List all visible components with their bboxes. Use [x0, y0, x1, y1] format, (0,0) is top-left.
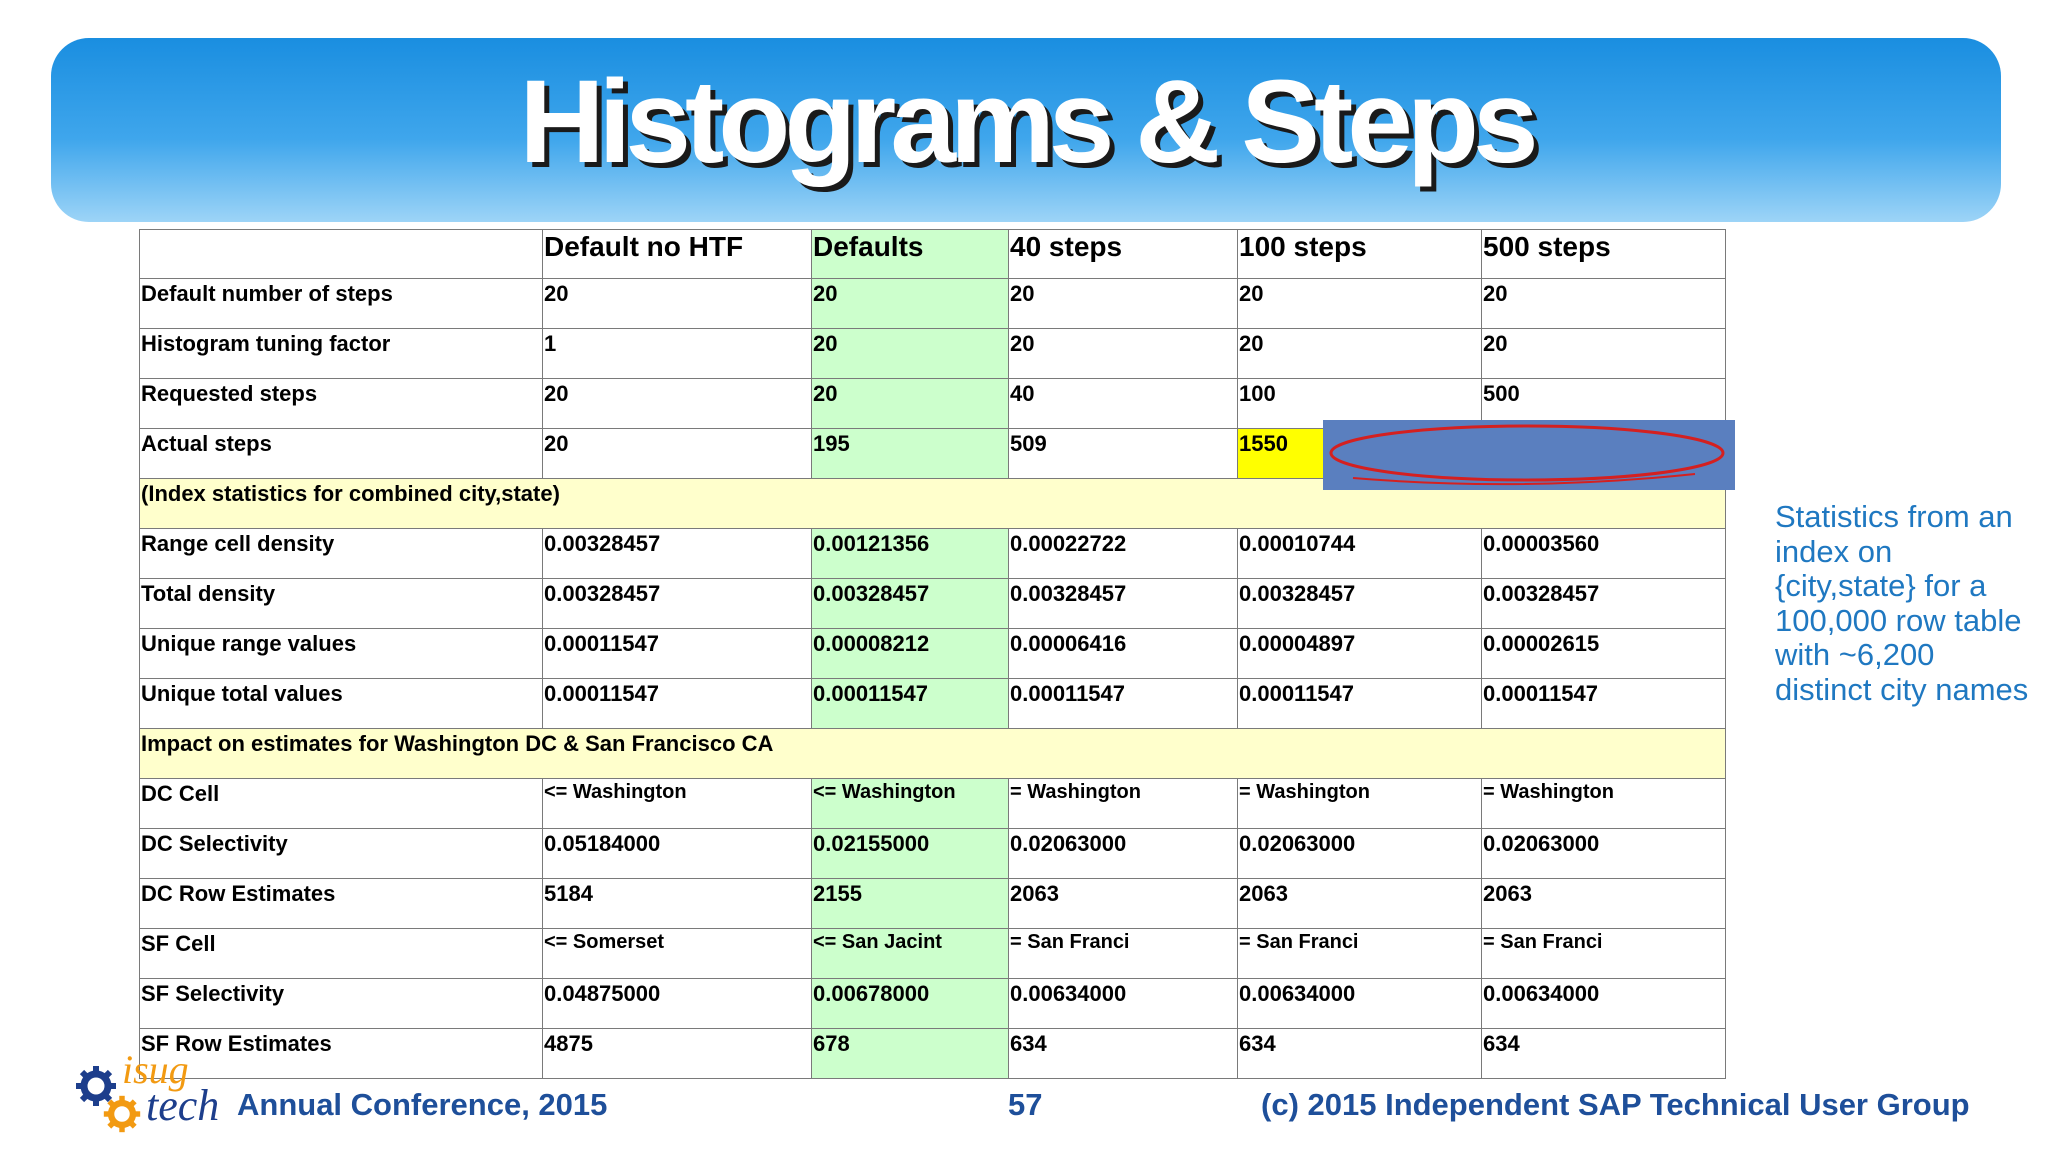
- table-row: [140, 329, 1726, 379]
- table-cell: 195: [812, 429, 1009, 479]
- table-cell: 1: [543, 329, 812, 379]
- table-cell: 20: [812, 329, 1009, 379]
- table-cell: 0.00010744: [1238, 529, 1482, 579]
- table-cell: 0.05184000: [543, 829, 812, 879]
- header-cell: 100 steps: [1238, 230, 1482, 279]
- table-cell: 20: [1009, 279, 1238, 329]
- row-label: DC Row Estimates: [140, 879, 543, 929]
- row-label: SF Selectivity: [140, 979, 543, 1029]
- table-cell: 20: [1238, 279, 1482, 329]
- table-row: [140, 779, 1726, 829]
- table-row: [140, 529, 1726, 579]
- table-cell: 20: [1482, 329, 1726, 379]
- header-cell: Defaults: [812, 230, 1009, 279]
- table-row: [140, 279, 1726, 329]
- table-cell: 0.00328457: [543, 529, 812, 579]
- table-cell: 634: [1238, 1029, 1482, 1079]
- table-cell: 100: [1238, 379, 1482, 429]
- table-cell: 0.00022722: [1009, 529, 1238, 579]
- table-cell: <= Washington: [812, 779, 1009, 829]
- table-cell: 2155: [812, 879, 1009, 929]
- table-cell: 0.00011547: [812, 679, 1009, 729]
- header-cell: [140, 230, 543, 279]
- table-cell: 4875: [543, 1029, 812, 1079]
- row-label: Actual steps: [140, 429, 543, 479]
- table-cell: 0.00011547: [1009, 679, 1238, 729]
- row-label: SF Cell: [140, 929, 543, 979]
- row-label: Histogram tuning factor: [140, 329, 543, 379]
- table-cell: 0.00011547: [1238, 679, 1482, 729]
- table-cell: 0.02063000: [1009, 829, 1238, 879]
- row-label: Unique total values: [140, 679, 543, 729]
- table-cell: 0.00678000: [812, 979, 1009, 1029]
- table-cell: 20: [543, 279, 812, 329]
- table-cell: 0.00634000: [1482, 979, 1726, 1029]
- table-cell: = Washington: [1009, 779, 1238, 829]
- section-label: (Index statistics for combined city,state): [140, 479, 1726, 529]
- header-cell: Default no HTF: [543, 230, 812, 279]
- page-number: 57: [1008, 1087, 1043, 1122]
- table-cell: 20: [1238, 329, 1482, 379]
- table-cell: 500: [1482, 379, 1726, 429]
- table-cell: 5184: [543, 879, 812, 929]
- table-row: [140, 1029, 1726, 1079]
- red-ellipse-icon: [1323, 420, 1735, 490]
- table-row: [140, 829, 1726, 879]
- row-label: SF Row Estimates: [140, 1029, 543, 1079]
- table-cell: = San Franci: [1238, 929, 1482, 979]
- table-cell: 0.02063000: [1238, 829, 1482, 879]
- table-cell: 2063: [1009, 879, 1238, 929]
- table-cell: 20: [543, 379, 812, 429]
- table-cell: 0.00008212: [812, 629, 1009, 679]
- slide-title: Histograms & Steps: [519, 56, 1533, 188]
- row-label: Requested steps: [140, 379, 543, 429]
- table-cell: 0.00011547: [543, 679, 812, 729]
- row-label: DC Cell: [140, 779, 543, 829]
- table-cell: <= Somerset: [543, 929, 812, 979]
- logo-tech-text: tech: [146, 1081, 220, 1130]
- row-label: Total density: [140, 579, 543, 629]
- section-label: Impact on estimates for Washington DC & San Francisco CA: [140, 729, 1726, 779]
- isug-tech-logo: [74, 1047, 234, 1132]
- table-cell: 0.00328457: [812, 579, 1009, 629]
- table-cell: = Washington: [1238, 779, 1482, 829]
- table-cell: 0.00011547: [1482, 679, 1726, 729]
- table-cell: = San Franci: [1009, 929, 1238, 979]
- orange-gear-icon: [102, 1094, 142, 1134]
- table-cell: 20: [543, 429, 812, 479]
- table-cell: 0.00328457: [1009, 579, 1238, 629]
- table-cell: 20: [1482, 279, 1726, 329]
- table-cell: 634: [1009, 1029, 1238, 1079]
- table-cell: 0.00011547: [543, 629, 812, 679]
- table-cell: 0.00002615: [1482, 629, 1726, 679]
- row-label: Range cell density: [140, 529, 543, 579]
- table-cell: 0.00634000: [1238, 979, 1482, 1029]
- table-cell: 0.00121356: [812, 529, 1009, 579]
- row-label: DC Selectivity: [140, 829, 543, 879]
- table-cell: 0.00003560: [1482, 529, 1726, 579]
- header-cell: 500 steps: [1482, 230, 1726, 279]
- table-cell: <= San Jacint: [812, 929, 1009, 979]
- table-cell: 20: [1009, 329, 1238, 379]
- table-cell: 0.00328457: [1238, 579, 1482, 629]
- row-label: Default number of steps: [140, 279, 543, 329]
- footer-conference: Annual Conference, 2015: [237, 1087, 608, 1122]
- table-row: [140, 579, 1726, 629]
- table-cell: 634: [1482, 1029, 1726, 1079]
- table-cell: 20: [812, 279, 1009, 329]
- table-row: [140, 629, 1726, 679]
- table-cell: 0.00006416: [1009, 629, 1238, 679]
- table-row: [140, 929, 1726, 979]
- table-cell: 2063: [1482, 879, 1726, 929]
- header-cell: 40 steps: [1009, 230, 1238, 279]
- table-row: [140, 879, 1726, 929]
- table-cell: 509: [1009, 429, 1238, 479]
- side-note: Statistics from an index on {city,state} for a 100,000 row table with ~6,200 distinct city names: [1775, 499, 2029, 707]
- logo-isug-text: isug: [122, 1047, 189, 1092]
- table-cell: 0.00328457: [1482, 579, 1726, 629]
- table-cell: 678: [812, 1029, 1009, 1079]
- table-cell: 2063: [1238, 879, 1482, 929]
- ellipse-callout-shape: [1323, 420, 1735, 490]
- table-cell: 40: [1009, 379, 1238, 429]
- table-cell: 0.00004897: [1238, 629, 1482, 679]
- footer-copyright: (c) 2015 Independent SAP Technical User Group: [1261, 1087, 1970, 1122]
- table-cell: = Washington: [1482, 779, 1726, 829]
- title-banner: [51, 38, 2001, 222]
- highlighted-cell: 1550: [1238, 429, 1482, 479]
- section-row: [140, 729, 1726, 779]
- table-cell: 0.00634000: [1009, 979, 1238, 1029]
- histogram-steps-table: [139, 229, 1726, 1079]
- table-cell: 0.04875000: [543, 979, 812, 1029]
- table-header-row: [140, 230, 1726, 279]
- table-cell: 0.02063000: [1482, 829, 1726, 879]
- row-label: Unique range values: [140, 629, 543, 679]
- table-cell: 20: [812, 379, 1009, 429]
- table-row: [140, 979, 1726, 1029]
- table-cell: 0.02155000: [812, 829, 1009, 879]
- table-cell: = San Franci: [1482, 929, 1726, 979]
- table-cell: <= Washington: [543, 779, 812, 829]
- table-row: [140, 679, 1726, 729]
- table-cell: 0.00328457: [543, 579, 812, 629]
